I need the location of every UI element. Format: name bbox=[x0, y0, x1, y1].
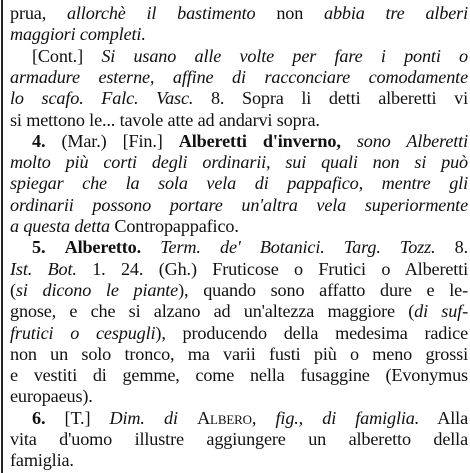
text-line bbox=[10, 215, 468, 238]
text-segment: 1. 24. (Gh.) Fruticose o Frutici o Alberetti bbox=[76, 258, 468, 279]
text-line bbox=[10, 385, 468, 408]
text-segment: vita d'uomo illustre aggiungere un alberetto della bbox=[10, 429, 468, 449]
text-line bbox=[10, 364, 468, 387]
text-segment: gnose, e che si alzano ad un'altezza maggiore ( bbox=[10, 301, 415, 322]
text-segment: spiegar che la sola vela di pappafico, mentre gli bbox=[10, 173, 468, 194]
text-segment: Dim. di bbox=[109, 407, 178, 428]
text-line bbox=[10, 23, 468, 46]
text-line bbox=[10, 428, 468, 451]
text-segment: 5. bbox=[32, 237, 46, 258]
text-segment: e vestiti di gemme, come nella fusaggine (Evonymus bbox=[10, 365, 468, 386]
text-segment: ), quando sono affatto dure e le- bbox=[178, 279, 468, 300]
text-segment: a questa detta bbox=[10, 216, 110, 236]
text-segment: Alberetto. bbox=[64, 237, 142, 258]
text-line bbox=[10, 87, 468, 110]
text-segment: molto più corti degli ordinarii, sui quali non si può bbox=[10, 152, 468, 173]
text-segment bbox=[141, 237, 160, 257]
text-segment: armadure esterne, affine di racconciare comodamente bbox=[10, 66, 468, 87]
text-segment: di suf- bbox=[414, 301, 468, 322]
text-line bbox=[10, 300, 468, 323]
text-segment: Alberetti d'inverno, bbox=[178, 130, 341, 151]
text-segment: sono Alberetti bbox=[340, 130, 468, 151]
text-line bbox=[32, 236, 468, 259]
text-line bbox=[10, 343, 468, 366]
text-segment: non un solo tronco, ma varii fusti più o meno grossi bbox=[10, 343, 468, 364]
text-segment: si mettono le... tavole atte ad andarvi sopra. bbox=[10, 109, 320, 130]
text-segment: [T.] bbox=[45, 407, 110, 428]
text-segment: 8. bbox=[435, 237, 468, 258]
text-segment: 8. Sopra li detti alberetti vi bbox=[193, 88, 468, 109]
text-segment: prua, bbox=[10, 3, 67, 23]
text-segment: Albero bbox=[197, 407, 252, 428]
text-segment: lo scafo. Falc. Vasc. bbox=[10, 88, 194, 109]
text-line bbox=[10, 2, 468, 25]
text-segment: ordinarii possono portare un'altra vela superiormente bbox=[10, 194, 468, 215]
text-segment bbox=[178, 408, 197, 428]
text-segment bbox=[45, 237, 64, 257]
text-segment: famiglia. bbox=[10, 450, 74, 471]
text-segment: ), producendo della medesima radice bbox=[155, 322, 468, 343]
text-segment: europaeus). bbox=[10, 386, 93, 407]
text-segment: [Cont.] bbox=[32, 45, 102, 66]
text-segment: Term. de' Botanici. Targ. Tozz. bbox=[160, 237, 436, 258]
text-line bbox=[32, 45, 468, 68]
text-segment: ( bbox=[10, 279, 16, 300]
text-line bbox=[10, 279, 468, 302]
text-segment: fig., di famiglia. bbox=[275, 407, 420, 428]
text-line bbox=[10, 194, 468, 217]
text-segment: si dicono le piante bbox=[15, 279, 179, 300]
text-segment: 6. bbox=[32, 407, 46, 428]
text-segment: Ist. Bot. bbox=[10, 258, 77, 279]
text-segment: non bbox=[255, 3, 325, 23]
text-segment: frutici o cespugli bbox=[10, 322, 156, 343]
text-line bbox=[32, 407, 468, 430]
text-segment: , bbox=[251, 407, 276, 428]
text-segment: maggiori completi. bbox=[10, 24, 146, 45]
text-line bbox=[10, 449, 468, 472]
text-segment: Contropappafico. bbox=[109, 216, 239, 236]
text-line bbox=[10, 172, 468, 195]
text-line bbox=[10, 66, 468, 89]
text-line bbox=[10, 109, 468, 132]
text-segment: Alla bbox=[419, 407, 468, 428]
margin-rule bbox=[1, 0, 3, 473]
text-segment: 4. bbox=[32, 130, 46, 151]
text-segment: abbia tre alberi bbox=[324, 3, 468, 23]
text-segment: allorchè il bastimento bbox=[66, 3, 256, 23]
text-line bbox=[10, 258, 468, 281]
text-segment: (Mar.) [Fin.] bbox=[45, 130, 179, 151]
text-line bbox=[10, 151, 468, 174]
text-line bbox=[10, 322, 468, 345]
text-line bbox=[32, 130, 468, 153]
text-segment: Si usano alle volte per fare i ponti o bbox=[101, 45, 468, 66]
